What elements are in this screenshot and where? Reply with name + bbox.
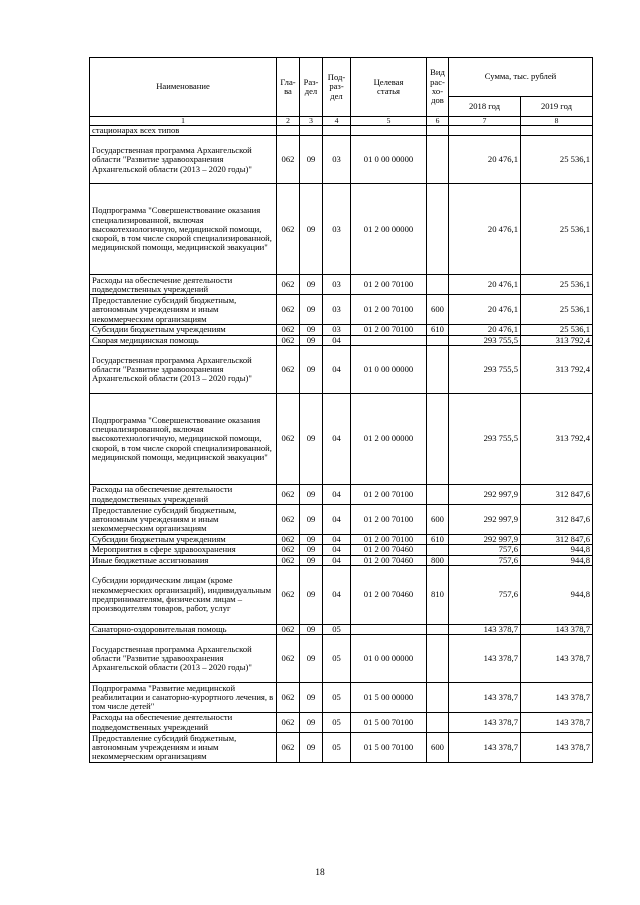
row-expense-type — [427, 184, 449, 275]
header-section: Раз- дел — [300, 58, 323, 117]
column-number: 3 — [300, 117, 323, 126]
row-chapter: 062 — [277, 565, 300, 624]
table-row — [90, 565, 593, 624]
row-sum-2019: 143 378,7 — [521, 624, 593, 634]
row-chapter: 062 — [277, 505, 300, 535]
row-subsection: 04 — [323, 565, 351, 624]
header-subsection: Под- раз- дел — [323, 58, 351, 117]
table-row — [90, 485, 593, 505]
row-expense-type — [427, 683, 449, 713]
row-sum-2019: 143 378,7 — [521, 683, 593, 713]
page-number: 18 — [315, 868, 325, 878]
row-expense-type: 810 — [427, 565, 449, 624]
row-subsection: 03 — [323, 136, 351, 184]
row-sum-2018 — [449, 126, 521, 136]
row-subsection: 05 — [323, 683, 351, 713]
row-name: Расходы на обеспечение деятельности подведомственных учреждений — [90, 713, 277, 733]
table-row — [90, 335, 593, 345]
row-section: 09 — [300, 325, 323, 335]
row-chapter: 062 — [277, 184, 300, 275]
table-row — [90, 535, 593, 545]
row-name: Предоставление субсидий бюджетным, автономным учреждениям и иным некоммерческим организациям — [90, 733, 277, 763]
row-expense-type — [427, 346, 449, 394]
row-sum-2018: 292 997,9 — [449, 535, 521, 545]
row-sum-2019: 25 536,1 — [521, 295, 593, 325]
row-expense-type — [427, 275, 449, 295]
row-expense-type — [427, 635, 449, 683]
header-year-2018: 2018 год — [449, 97, 521, 117]
row-sum-2018: 20 476,1 — [449, 275, 521, 295]
row-expense-type: 600 — [427, 733, 449, 763]
row-section: 09 — [300, 275, 323, 295]
row-sum-2019: 312 847,6 — [521, 535, 593, 545]
row-name: Субсидии бюджетным учреждениям — [90, 535, 277, 545]
row-chapter: 062 — [277, 485, 300, 505]
row-target: 01 0 00 00000 — [351, 346, 427, 394]
row-chapter: 062 — [277, 346, 300, 394]
row-name: Подпрограмма "Совершенствование оказания специализированной, включая высокотехнологичную, медицинской помощи, скорой, в том числе скорой специализированной, медицинской помощи, медицинской эвакуации" — [90, 184, 277, 275]
row-chapter: 062 — [277, 713, 300, 733]
row-sum-2018: 293 755,5 — [449, 394, 521, 485]
row-sum-2018: 292 997,9 — [449, 485, 521, 505]
row-section: 09 — [300, 713, 323, 733]
row-sum-2018: 757,6 — [449, 545, 521, 555]
row-name: Иные бюджетные ассигнования — [90, 555, 277, 565]
header-expense-type: Вид рас- хо- дов — [427, 58, 449, 117]
row-expense-type — [427, 545, 449, 555]
row-expense-type — [427, 624, 449, 634]
row-chapter: 062 — [277, 635, 300, 683]
row-chapter: 062 — [277, 683, 300, 713]
row-section: 09 — [300, 624, 323, 634]
row-sum-2018: 757,6 — [449, 555, 521, 565]
row-subsection: 04 — [323, 485, 351, 505]
row-target: 01 5 00 70100 — [351, 733, 427, 763]
row-subsection: 03 — [323, 275, 351, 295]
table-row — [90, 394, 593, 485]
column-number: 7 — [449, 117, 521, 126]
row-target: 01 2 00 70100 — [351, 275, 427, 295]
row-name: Субсидии бюджетным учреждениям — [90, 325, 277, 335]
row-sum-2018: 293 755,5 — [449, 335, 521, 345]
row-sum-2019: 312 847,6 — [521, 485, 593, 505]
row-target: 01 2 00 70460 — [351, 555, 427, 565]
header-target: Целевая статья — [351, 58, 427, 117]
row-sum-2019: 25 536,1 — [521, 325, 593, 335]
row-expense-type — [427, 713, 449, 733]
table-body — [90, 126, 593, 763]
column-number: 4 — [323, 117, 351, 126]
row-chapter: 062 — [277, 733, 300, 763]
row-sum-2018: 143 378,7 — [449, 624, 521, 634]
row-expense-type: 800 — [427, 555, 449, 565]
row-sum-2019: 313 792,4 — [521, 394, 593, 485]
column-number: 6 — [427, 117, 449, 126]
row-subsection: 04 — [323, 545, 351, 555]
column-number: 8 — [521, 117, 593, 126]
row-sum-2018: 20 476,1 — [449, 325, 521, 335]
column-number: 1 — [90, 117, 277, 126]
table-row — [90, 733, 593, 763]
row-subsection: 03 — [323, 295, 351, 325]
table-row — [90, 555, 593, 565]
row-sum-2018: 757,6 — [449, 565, 521, 624]
row-expense-type: 600 — [427, 505, 449, 535]
column-number: 5 — [351, 117, 427, 126]
budget-table — [89, 57, 593, 763]
row-target: 01 2 00 70460 — [351, 545, 427, 555]
row-subsection: 04 — [323, 335, 351, 345]
row-chapter: 062 — [277, 555, 300, 565]
row-expense-type — [427, 126, 449, 136]
row-sum-2019: 143 378,7 — [521, 713, 593, 733]
row-target: 01 2 00 70100 — [351, 485, 427, 505]
row-target — [351, 335, 427, 345]
row-chapter: 062 — [277, 545, 300, 555]
row-target: 01 0 00 00000 — [351, 136, 427, 184]
row-expense-type — [427, 485, 449, 505]
row-expense-type: 610 — [427, 325, 449, 335]
row-section: 09 — [300, 683, 323, 713]
row-chapter: 062 — [277, 275, 300, 295]
table-row — [90, 624, 593, 634]
row-section: 09 — [300, 394, 323, 485]
row-subsection: 05 — [323, 713, 351, 733]
row-target: 01 2 00 00000 — [351, 184, 427, 275]
header-year-2019: 2019 год — [521, 97, 593, 117]
row-name: Государственная программа Архангельской области "Развитие здравоохранения Архангельской области (2013 – 2020 годы)" — [90, 136, 277, 184]
row-sum-2019: 25 536,1 — [521, 136, 593, 184]
row-chapter: 062 — [277, 136, 300, 184]
row-chapter: 062 — [277, 394, 300, 485]
row-target: 01 2 00 70100 — [351, 535, 427, 545]
table-row — [90, 545, 593, 555]
row-sum-2019: 944,8 — [521, 545, 593, 555]
row-sum-2019: 944,8 — [521, 565, 593, 624]
header-sum: Сумма, тыс. рублей — [449, 58, 593, 97]
row-name: Государственная программа Архангельской области "Развитие здравоохранения Архангельской области (2013 – 2020 годы)" — [90, 346, 277, 394]
column-numbers-row — [90, 117, 593, 126]
row-target: 01 2 00 70100 — [351, 325, 427, 335]
row-sum-2018: 143 378,7 — [449, 683, 521, 713]
table-row — [90, 126, 593, 136]
row-subsection: 04 — [323, 505, 351, 535]
row-section: 09 — [300, 505, 323, 535]
row-section: 09 — [300, 555, 323, 565]
row-target: 01 5 00 70100 — [351, 713, 427, 733]
row-target: 01 2 00 70100 — [351, 505, 427, 535]
row-sum-2019 — [521, 126, 593, 136]
row-expense-type — [427, 394, 449, 485]
row-expense-type: 610 — [427, 535, 449, 545]
row-subsection — [323, 126, 351, 136]
row-subsection: 03 — [323, 184, 351, 275]
row-expense-type — [427, 335, 449, 345]
row-section: 09 — [300, 335, 323, 345]
row-name: Санаторно-оздоровительная помощь — [90, 624, 277, 634]
table-row — [90, 683, 593, 713]
row-expense-type — [427, 136, 449, 184]
row-section: 09 — [300, 635, 323, 683]
row-subsection: 04 — [323, 535, 351, 545]
row-target: 01 2 00 70100 — [351, 295, 427, 325]
row-sum-2018: 20 476,1 — [449, 184, 521, 275]
row-section: 09 — [300, 346, 323, 394]
row-sum-2018: 293 755,5 — [449, 346, 521, 394]
row-target — [351, 624, 427, 634]
row-target — [351, 126, 427, 136]
row-section: 09 — [300, 535, 323, 545]
row-name: Расходы на обеспечение деятельности подведомственных учреждений — [90, 485, 277, 505]
row-expense-type: 600 — [427, 295, 449, 325]
row-subsection: 03 — [323, 325, 351, 335]
row-name: Предоставление субсидий бюджетным, автономным учреждениям и иным некоммерческим организациям — [90, 295, 277, 325]
row-sum-2018: 20 476,1 — [449, 136, 521, 184]
row-name: Предоставление субсидий бюджетным, автономным учреждениям и иным некоммерческим организациям — [90, 505, 277, 535]
table-row — [90, 136, 593, 184]
row-subsection: 05 — [323, 635, 351, 683]
row-name: Подпрограмма "Развитие медицинской реабилитации и санаторно-курортного лечения, в том числе детей" — [90, 683, 277, 713]
row-sum-2019: 25 536,1 — [521, 184, 593, 275]
row-subsection: 05 — [323, 624, 351, 634]
row-section: 09 — [300, 295, 323, 325]
row-section: 09 — [300, 184, 323, 275]
table-row — [90, 346, 593, 394]
row-sum-2019: 313 792,4 — [521, 346, 593, 394]
row-sum-2018: 20 476,1 — [449, 295, 521, 325]
row-section: 09 — [300, 485, 323, 505]
row-section: 09 — [300, 545, 323, 555]
row-name: стационарах всех типов — [90, 126, 277, 136]
row-chapter — [277, 126, 300, 136]
row-target: 01 0 00 00000 — [351, 635, 427, 683]
row-sum-2019: 25 536,1 — [521, 275, 593, 295]
row-section: 09 — [300, 565, 323, 624]
table-row — [90, 184, 593, 275]
row-name: Расходы на обеспечение деятельности подведомственных учреждений — [90, 275, 277, 295]
row-subsection: 04 — [323, 555, 351, 565]
row-name: Скорая медицинская помощь — [90, 335, 277, 345]
table-row — [90, 325, 593, 335]
header-name: Наименование — [90, 58, 277, 117]
row-sum-2019: 143 378,7 — [521, 635, 593, 683]
row-name: Государственная программа Архангельской области "Развитие здравоохранения Архангельской области (2013 – 2020 годы)" — [90, 635, 277, 683]
row-chapter: 062 — [277, 325, 300, 335]
column-number: 2 — [277, 117, 300, 126]
row-section: 09 — [300, 136, 323, 184]
row-subsection: 04 — [323, 346, 351, 394]
row-sum-2019: 944,8 — [521, 555, 593, 565]
table-row — [90, 275, 593, 295]
table-row — [90, 635, 593, 683]
row-chapter: 062 — [277, 295, 300, 325]
row-sum-2019: 143 378,7 — [521, 733, 593, 763]
row-chapter: 062 — [277, 335, 300, 345]
row-name: Субсидии юридическим лицам (кроме некоммерческих организаций), индивидуальным предпринимателям, физическим лицам – производителям товаров, работ, услуг — [90, 565, 277, 624]
row-target: 01 2 00 00000 — [351, 394, 427, 485]
row-subsection: 04 — [323, 394, 351, 485]
row-section — [300, 126, 323, 136]
row-section: 09 — [300, 733, 323, 763]
row-chapter: 062 — [277, 535, 300, 545]
row-sum-2018: 143 378,7 — [449, 635, 521, 683]
row-subsection: 05 — [323, 733, 351, 763]
row-sum-2018: 143 378,7 — [449, 733, 521, 763]
row-target: 01 2 00 70460 — [351, 565, 427, 624]
row-sum-2019: 312 847,6 — [521, 505, 593, 535]
row-sum-2019: 313 792,4 — [521, 335, 593, 345]
row-sum-2018: 143 378,7 — [449, 713, 521, 733]
table-row — [90, 295, 593, 325]
header-chapter: Гла- ва — [277, 58, 300, 117]
table-row — [90, 713, 593, 733]
row-target: 01 5 00 00000 — [351, 683, 427, 713]
row-name: Подпрограмма "Совершенствование оказания специализированной, включая высокотехнологичную, медицинской помощи, скорой, в том числе скорой специализированной, медицинской помощи, медицинской эвакуации" — [90, 394, 277, 485]
row-name: Мероприятия в сфере здравоохранения — [90, 545, 277, 555]
table-row — [90, 505, 593, 535]
row-sum-2018: 292 997,9 — [449, 505, 521, 535]
row-chapter: 062 — [277, 624, 300, 634]
